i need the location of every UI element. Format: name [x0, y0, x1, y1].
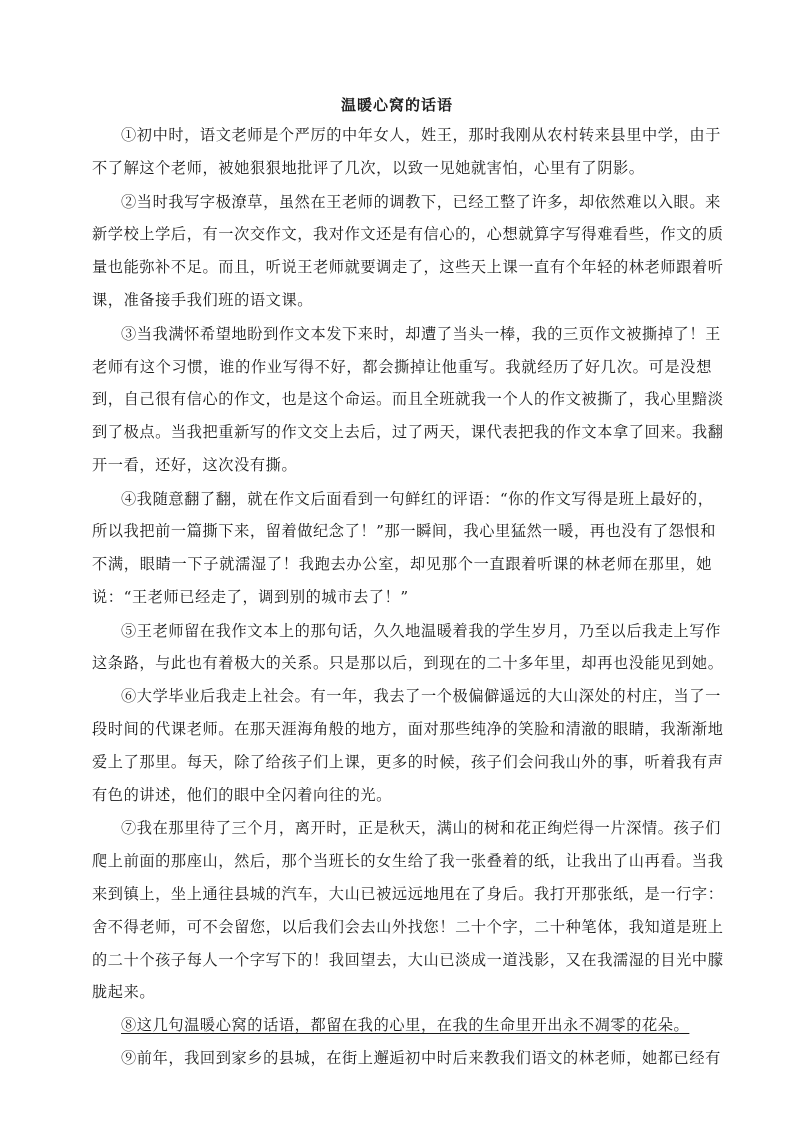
paragraph-line-p1-l1: ①初中时，语文老师是个严厉的中年女人，姓王，那时我刚从农村转来县里中学，由于: [121, 126, 721, 144]
paragraph-line-p2-l4: 课，准备接手我们班的语文课。: [92, 291, 314, 309]
paragraph-line-p3-l1: ③当我满怀希望地盼到作文本发下来时，却遭了当头一棒，我的三页作文被撕掉了！王: [121, 325, 721, 343]
article-title: 温暖心窝的话语: [340, 96, 453, 114]
paragraph-line-p3-l5: 开一看，还好，这次没有撕。: [92, 456, 298, 474]
paragraph-line-p3-l2: 老师有这个习惯，谁的作业写得不好，都会撕掉让他重写。我就经历了好几次。可是没想: [92, 358, 712, 376]
paragraph-line-p7-l1: ⑦我在那里待了三个月，离开时，正是秋天，满山的树和花正绚烂得一片深情。孩子们: [121, 819, 721, 837]
paragraph-line-p3-l3: 到，自己很有信心的作文，也是这个命运。而且全班就我一个人的作文被撕了，我心里黯淡: [92, 390, 724, 408]
paragraph-line-p4-l3: 不满，眼睛一下子就濡湿了！我跑去办公室，却见那个一直跟着听课的林老师在那里，她: [92, 555, 712, 573]
paragraph-line-p6-l1: ⑥大学毕业后我走上社会。有一年，我去了一个极偏僻遥远的大山深处的村庄，当了一: [121, 687, 721, 705]
paragraph-line-p7-l3: 来到镇上，坐上通往县城的汽车，大山已被远远地甩在了身后。我打开那张纸，是一行字：: [92, 885, 724, 903]
paragraph-line-p8-l1: ⑧这几句温暖心窝的话语，都留在我的心里，在我的生命里开出永不凋零的花朵。: [121, 1016, 690, 1034]
paragraph-line-p7-l2: 爬上前面的那座山，然后，那个当班长的女生给了我一张叠着的纸，让我出了山再看。当我: [92, 852, 724, 870]
paragraph-line-p2-l1: ②当时我写字极潦草，虽然在王老师的调教下，已经工整了许多，却依然难以入眼。来: [121, 193, 721, 211]
paragraph-line-p9-l1: ⑨前年，我回到家乡的县城，在街上邂逅初中时后来教我们语文的林老师，她都已经有: [121, 1049, 721, 1067]
paragraph-line-p4-l2: 所以我把前一篇撕下来，留着做纪念了！”那一瞬间，我心里猛然一暖，再也没有了怨恨和: [92, 522, 717, 540]
paragraph-line-p3-l4: 到了极点。当我把重新写的作文交上去后，过了两天，课代表把我的作文本拿了回来。我翻: [92, 423, 724, 441]
paragraph-line-p2-l3: 量也能弥补不足。而且，听说王老师就要调走了，这些天上课一直有个年轻的林老师跟着听: [92, 258, 724, 276]
paragraph-line-p7-l6: 胧起来。: [92, 983, 156, 1001]
paragraph-line-p6-l2: 段时间的代课老师。在那天涯海角般的地方，面对那些纯净的笑脸和清澈的眼睛，我渐渐地: [92, 720, 724, 738]
paragraph-line-p4-l4: 说：“王老师已经走了，调到别的城市去了！”: [92, 588, 409, 606]
paragraph-line-p6-l3: 爱上了那里。每天，除了给孩子们上课，更多的时候，孩子们会问我山外的事，听着我有声: [92, 753, 724, 771]
paragraph-line-p5-l2: 这条路，与此也有着极大的关系。只是那以后，到现在的二十多年里，却再也没能见到她。: [92, 654, 724, 672]
paragraph-line-p1-l2: 不了解这个老师，被她狠狠地批评了几次，以致一见她就害怕，心里有了阴影。: [92, 159, 645, 177]
paragraph-line-p7-l5: 的二十个孩子每人一个字写下的！我回望去，大山已淡成一道浅影，又在我濡湿的目光中朦: [92, 951, 724, 969]
paragraph-line-p4-l1: ④我随意翻了翻，就在作文后面看到一句鲜红的评语：“你的作文写得是班上最好的，: [121, 490, 714, 508]
paragraph-line-p6-l4: 有色的讲述，他们的眼中全闪着向往的光。: [92, 786, 392, 804]
paragraph-line-p7-l4: 舍不得老师，可不会留您，以后我们会去山外找您！二十个字，二十种笔体，我知道是班上: [92, 918, 724, 936]
paragraph-line-p5-l1: ⑤王老师留在我作文本上的那句话，久久地温暖着我的学生岁月，乃至以后我走上写作: [121, 622, 721, 640]
paragraph-line-p2-l2: 新学校上学后，有一次交作文，我对作文还是有信心的，心想就算字写得难看些，作文的质: [92, 225, 724, 243]
